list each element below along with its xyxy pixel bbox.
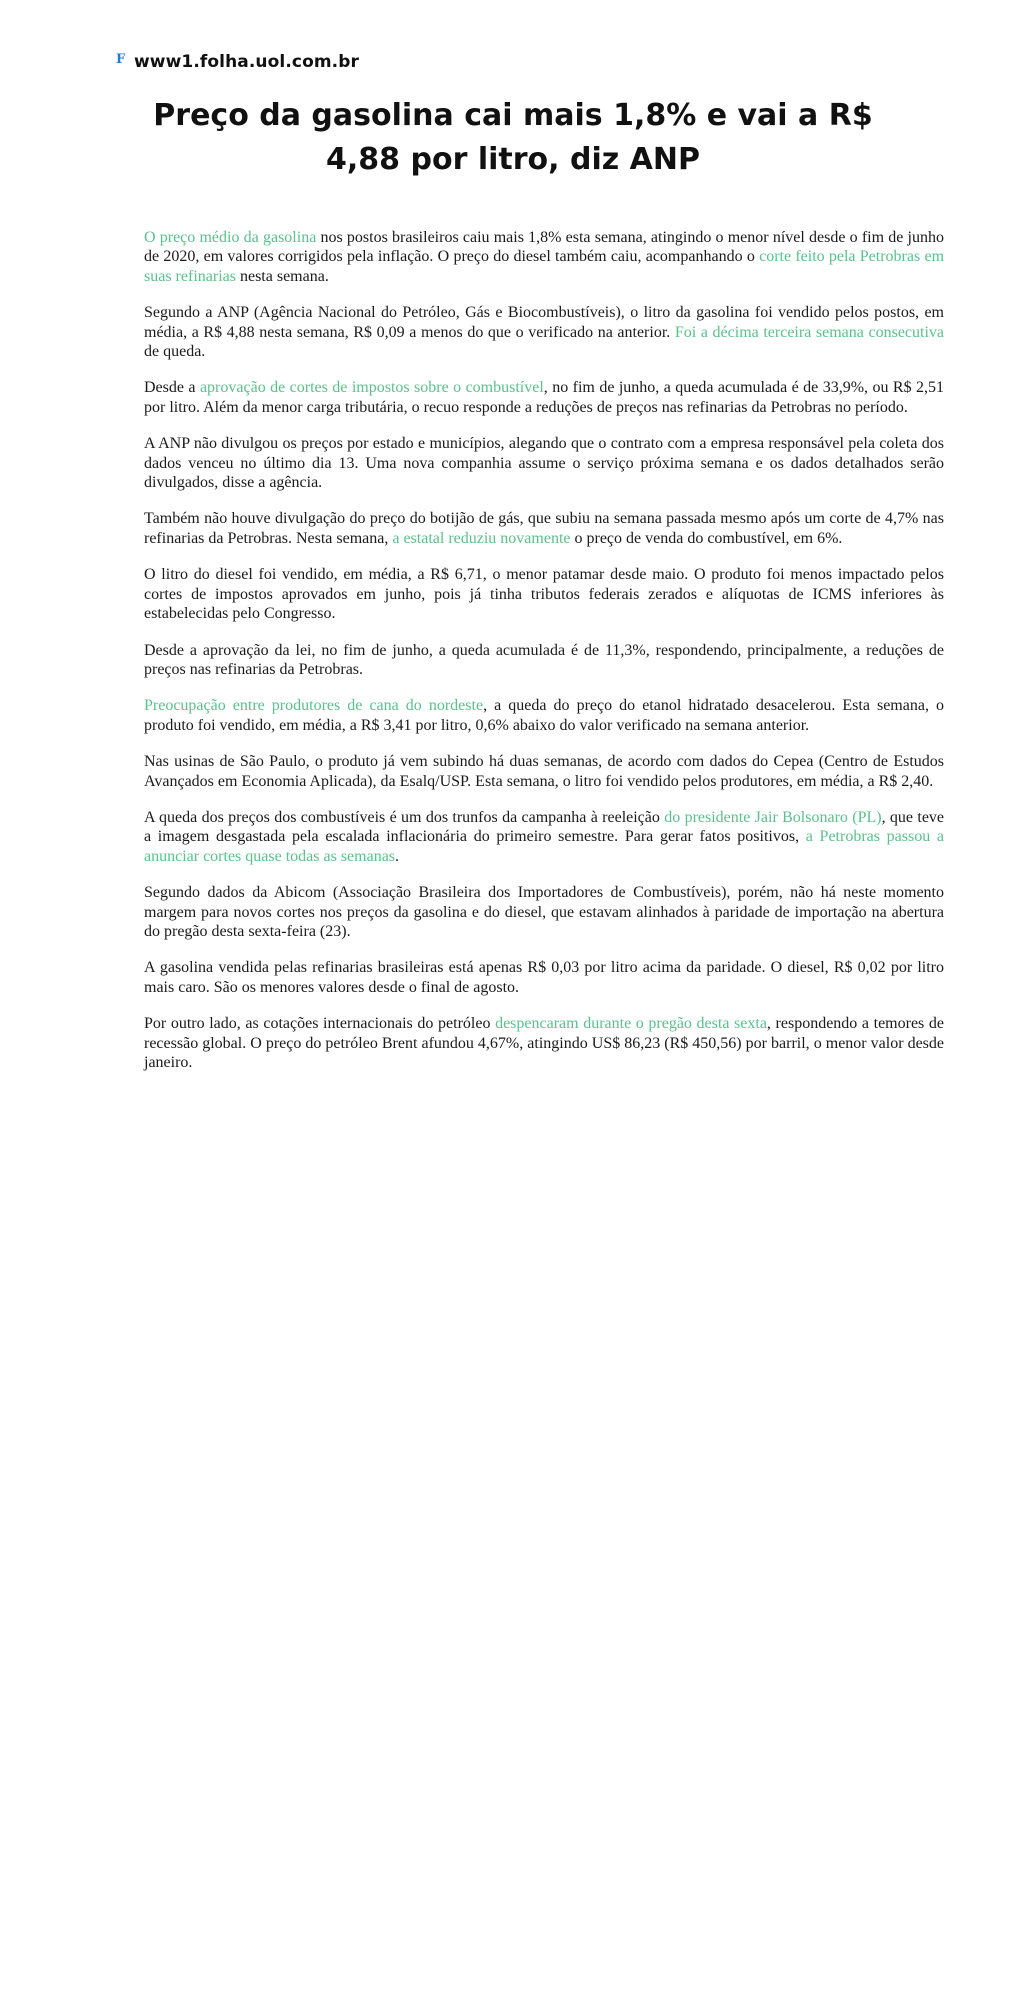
article-paragraph (144, 1014, 944, 1072)
article-paragraph (144, 509, 944, 548)
article-link[interactable]: aprovação de cortes de impostos sobre o combustível (199, 379, 544, 397)
paragraph-text: O litro do diesel foi vendido, em média, a R$ 6,71, o menor patamar desde maio. O produto foi menos impactado pelos cortes de impostos aprovados em junho, pois já tinha tributos federais zerados e alíquotas de ICMS inferiores às estabelecidas pelo Congresso. (144, 566, 944, 623)
paragraph-text: A gasolina vendida pelas refinarias brasileiras está apenas R$ 0,03 por litro acima da paridade. O diesel, R$ 0,02 por litro mais caro. São os menores valores desde o final de agosto. (144, 959, 944, 996)
site-domain: www1.folha.uol.com.br (134, 52, 359, 72)
article-paragraph (144, 641, 944, 680)
article-link[interactable]: despencaram durante o pregão desta sexta (495, 1015, 767, 1033)
paragraph-text: nos postos brasileiros caiu mais 1,8% esta semana, atingindo o menor nível desde o fim de junho de 2020, em valores corrigidos pela inflação. O preço do diesel também caiu, acompanhando o (144, 229, 944, 266)
paragraph-text: Desde a aprovação da lei, no fim de junho, a queda acumulada é de 11,3%, respondendo, principalmente, a reduções de preços nas refinarias da Petrobras. (144, 641, 944, 678)
folha-favicon-icon: F (116, 51, 126, 67)
article-paragraph (144, 752, 944, 791)
article-title: Preço da gasolina cai mais 1,8% e vai a R$ 4,88 por litro, diz ANP (153, 98, 873, 177)
article-link[interactable]: O preço médio da gasolina (144, 229, 317, 246)
article-paragraph (144, 696, 944, 735)
paragraph-text: Segundo a ANP (Agência Nacional do Petróleo, Gás e Biocombustíveis), o litro da gasolina foi vendido pelos postos, em média, a R$ 4,88 nesta semana, R$ 0,09 a menos do que o verificado na anterior. (144, 304, 944, 341)
paragraph-text: de queda. (144, 343, 206, 361)
article-paragraph (144, 434, 944, 492)
article-paragraph (144, 808, 944, 866)
paragraph-text: A ANP não divulgou os preços por estado e municípios, alegando que o contrato com a empresa responsável pela coleta dos dados venceu no último dia 13. Uma nova companhia assume o serviço próxima semana e os dados detalhados serão divulgados, disse a agência. (144, 435, 944, 492)
paragraph-text: , a queda do preço do etanol hidratado desacelerou. Esta semana, o produto foi vendido, em média, a R$ 3,41 por litro, 0,6% abaixo do valor verificado na semana anterior. (144, 697, 945, 734)
article-paragraph (144, 228, 944, 286)
article-link[interactable]: do presidente Jair Bolsonaro (PL) (664, 808, 882, 826)
paragraph-text: , no fim de junho, a queda acumulada é de 33,9%, ou R$ 2,51 por litro. Além da menor carga tributária, o recuo responde a reduções de preços nas refinarias da Petrobras no período. (144, 379, 944, 416)
article-paragraph (144, 378, 944, 417)
paragraph-text: o preço de venda do combustível, em 6%. (570, 529, 843, 547)
paragraph-text: Nas usinas de São Paulo, o produto já vem subindo há duas semanas, de acordo com dados do Cepea (Centro de Estudos Avançados em Economia Aplicada), da Esalq/USP. Esta semana, o litro foi vendido pelos produtores, em média, a R$ 2,40. (144, 753, 944, 790)
site-header (116, 52, 359, 72)
article-paragraph (144, 303, 944, 361)
paragraph-text: , respondendo a temores de recessão global. O preço do petróleo Brent afundou 4,67%, atingindo US$ 86,23 (R$ 450,56) por barril, o menor valor desde janeiro. (144, 1015, 945, 1071)
article-link[interactable]: Preocupação entre produtores de cana do nordeste (144, 697, 484, 715)
paragraph-text: nesta semana. (235, 267, 329, 285)
article-link[interactable]: corte feito pela Petrobras em suas refinarias (144, 248, 945, 285)
article-paragraph (144, 883, 944, 941)
paragraph-text: . (395, 847, 400, 865)
paragraph-text: A queda dos preços dos combustíveis é um dos trunfos da campanha à reeleição (144, 808, 665, 826)
article-body (144, 228, 944, 1089)
paragraph-text: Segundo dados da Abicom (Associação Brasileira dos Importadores de Combustíveis), porém, não há neste momento margem para novos cortes nos preços da gasolina e do diesel, que estavam alinhados à paridade de importação na abertura do pregão desta sexta-feira (23). (144, 884, 944, 940)
paragraph-text: Por outro lado, as cotações internacionais do petróleo (144, 1015, 496, 1033)
paragraph-text: Também não houve divulgação do preço do botijão de gás, que subiu na semana passada mesmo após um corte de 4,7% nas refinarias da Petrobras. Nesta semana, (144, 510, 944, 547)
paragraph-text: , que teve a imagem desgastada pela escalada inflacionária do primeiro semestre. Para gerar fatos positivos, (144, 808, 945, 846)
article-paragraph (144, 565, 944, 623)
article-link[interactable]: a Petrobras passou a anunciar cortes quase todas as semanas (144, 828, 945, 865)
paragraph-text: Desde a (144, 379, 200, 397)
article-paragraph (144, 958, 944, 997)
article-link[interactable]: Foi a décima terceira semana consecutiva (674, 323, 945, 341)
article-link[interactable]: a estatal reduziu novamente (392, 529, 571, 547)
